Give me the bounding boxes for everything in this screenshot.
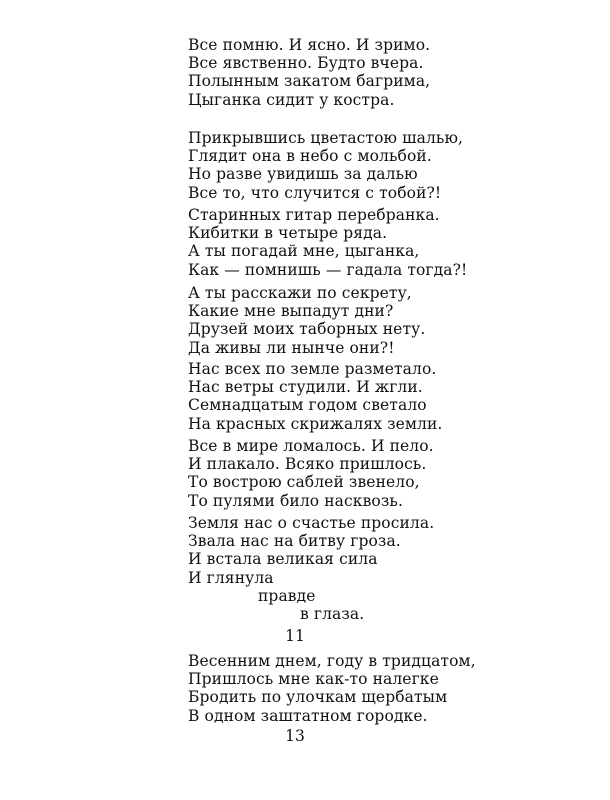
poem-line: Полынным закатом багрима, [188, 72, 431, 91]
poem-line: Все в мире ломалось. И пело. [188, 437, 434, 455]
poem-line: То пулями било насквозь. [188, 491, 403, 510]
poem-line: Земля нас о счастье просила. [188, 514, 435, 532]
poem-line: Семнадцатым годом светало [188, 396, 427, 415]
poem-line: В одном заштатном городке. [188, 706, 428, 725]
poem-line-stepped: в глаза. [300, 605, 365, 624]
poem-line: Бродить по улочкам щербатым [188, 688, 448, 707]
poem-line: Все явственно. Будто вчера. [188, 54, 424, 73]
poem-line: Но разве увидишь за далью [188, 165, 418, 184]
poem-line: Друзей моих таборных нету. [188, 320, 426, 339]
poem-line: Кибитки в четыре ряда. [188, 224, 388, 243]
stanza-4 [188, 284, 425, 357]
poem-line: Цыганка сидит у костра. [188, 90, 395, 109]
poem-line: Нас ветры студили. И жгли. [188, 378, 423, 397]
poem-line: И плакало. Всяко пришлось. [188, 455, 427, 474]
poem-line: А ты расскажи по секрету, [188, 284, 412, 302]
stanza-1 [188, 36, 430, 109]
poem-line: На красных скрижалях земли. [188, 414, 443, 433]
poem-line: Прикрывшись цветастою шалью, [188, 129, 464, 147]
stanza-7 [188, 514, 434, 623]
poem-line: Какие мне выпадут дни? [188, 302, 394, 321]
section-number: 11 [285, 627, 305, 645]
poem-line: Звала нас на битву гроза. [188, 532, 401, 551]
stanza-8 [188, 652, 476, 725]
poem-line: Старинных гитар перебранка. [188, 206, 440, 224]
page-number: 13 [285, 727, 305, 745]
poem-line: То вострою саблей звенело, [188, 473, 420, 492]
poem-line: А ты погадай мне, цыганка, [188, 242, 420, 261]
poem-line: Все то, что случится с тобой?! [188, 183, 442, 202]
stanza-2 [188, 129, 463, 202]
poem-line: Глядит она в небо с мольбой. [188, 147, 432, 166]
stanza-6 [188, 437, 434, 510]
stanza-5 [188, 360, 442, 433]
stanza-3 [188, 206, 467, 279]
poem-line: Нас всех по земле разметало. [188, 360, 437, 378]
poem-line-stepped: правде [258, 586, 316, 605]
poem-line: Все помню. И ясно. И зримо. [188, 36, 431, 54]
poem-line: Весенним днем, году в тридцатом, [188, 652, 476, 670]
poem-line: И встала великая сила [188, 550, 378, 569]
poem-line: Да живы ли нынче они?! [188, 338, 395, 357]
poem-line: И глянула [188, 568, 274, 587]
poem-line: Пришлось мне как-то налегке [188, 670, 439, 689]
poem-line: Как — помнишь — гадала тогда?! [188, 260, 468, 279]
